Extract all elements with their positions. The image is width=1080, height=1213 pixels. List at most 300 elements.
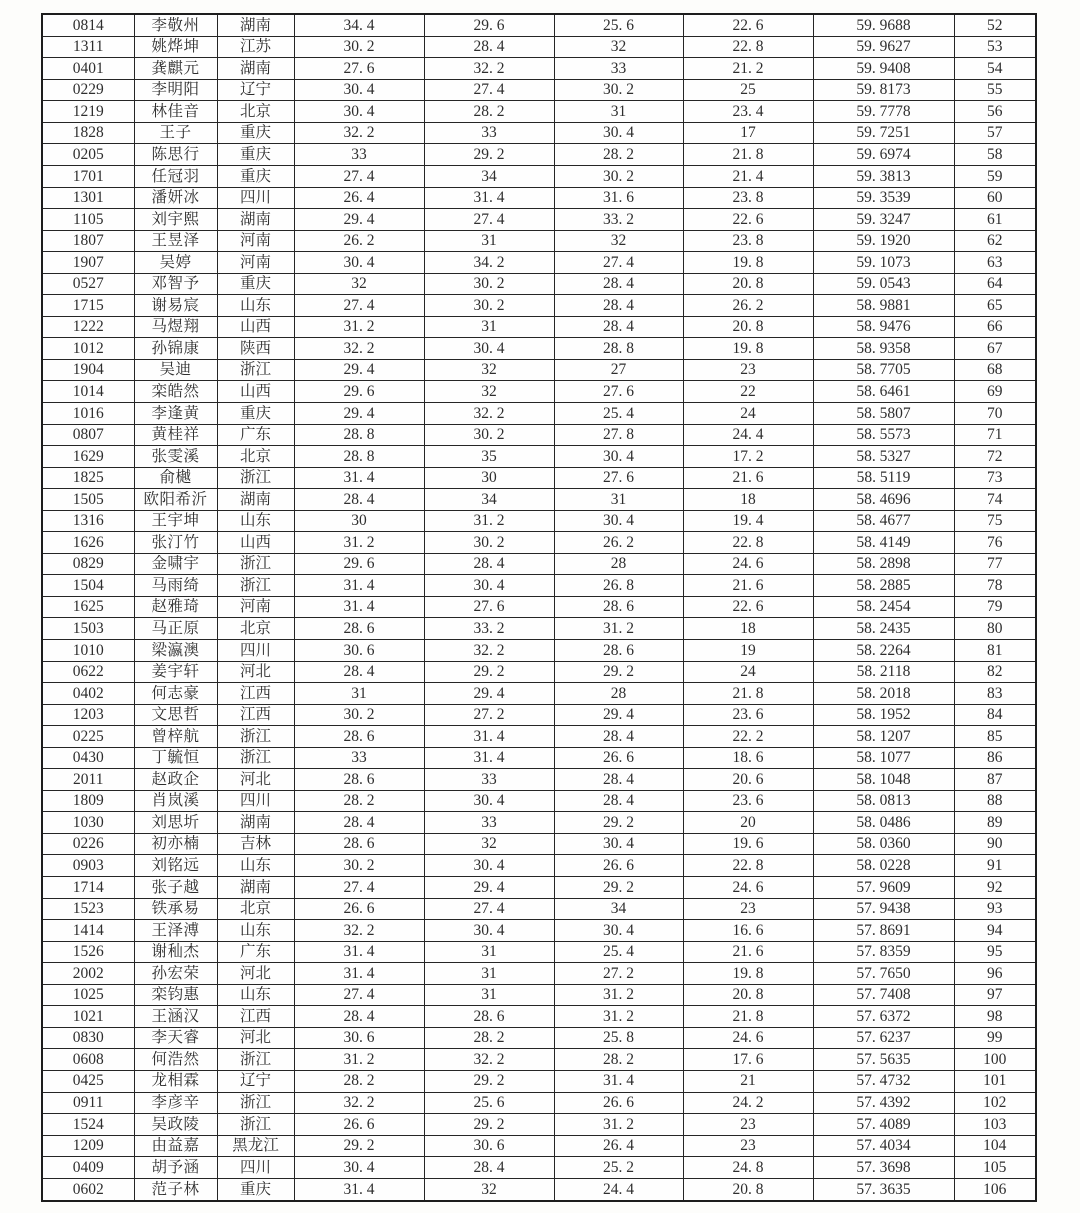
entry-id-cell: 1904 [42, 359, 134, 381]
score-2-cell: 28. 2 [424, 1027, 554, 1049]
entry-id-cell: 1030 [42, 812, 134, 834]
total-score-cell: 58. 4677 [813, 510, 954, 532]
total-score-cell: 59. 9627 [813, 36, 954, 58]
total-score-cell: 58. 2018 [813, 683, 954, 705]
province-cell: 湖南 [217, 14, 294, 36]
name-cell: 马雨绮 [134, 575, 217, 597]
table-row [42, 101, 1036, 123]
province-cell: 山西 [217, 316, 294, 338]
score-2-cell: 30. 2 [424, 273, 554, 295]
rank-cell: 103 [954, 1114, 1036, 1136]
score-3-cell: 32 [554, 230, 683, 252]
rank-cell: 92 [954, 877, 1036, 899]
table-row [42, 532, 1036, 554]
rank-cell: 58 [954, 144, 1036, 166]
score-1-cell: 31 [294, 683, 424, 705]
score-1-cell: 31. 4 [294, 596, 424, 618]
score-3-cell: 28. 4 [554, 769, 683, 791]
score-3-cell: 30. 2 [554, 79, 683, 101]
table-row [42, 79, 1036, 101]
score-3-cell: 30. 4 [554, 920, 683, 942]
rank-cell: 54 [954, 58, 1036, 80]
entry-id-cell: 1907 [42, 252, 134, 274]
score-3-cell: 26. 4 [554, 1135, 683, 1157]
name-cell: 刘铭远 [134, 855, 217, 877]
score-2-cell: 33 [424, 812, 554, 834]
name-cell: 任冠羽 [134, 165, 217, 187]
name-cell: 铁承易 [134, 898, 217, 920]
province-cell: 重庆 [217, 1178, 294, 1201]
score-2-cell: 29. 2 [424, 661, 554, 683]
score-2-cell: 29. 2 [424, 1114, 554, 1136]
score-4-cell: 21. 6 [683, 467, 813, 489]
score-1-cell: 34. 4 [294, 14, 424, 36]
score-1-cell: 28. 6 [294, 833, 424, 855]
total-score-cell: 59. 6974 [813, 144, 954, 166]
score-2-cell: 35 [424, 446, 554, 468]
score-2-cell: 30. 6 [424, 1135, 554, 1157]
name-cell: 金啸宇 [134, 553, 217, 575]
score-4-cell: 23 [683, 898, 813, 920]
rank-cell: 106 [954, 1178, 1036, 1201]
score-4-cell: 24. 2 [683, 1092, 813, 1114]
score-1-cell: 26. 6 [294, 898, 424, 920]
total-score-cell: 59. 7251 [813, 122, 954, 144]
score-1-cell: 28. 6 [294, 726, 424, 748]
entry-id-cell: 1219 [42, 101, 134, 123]
score-3-cell: 24. 4 [554, 1178, 683, 1201]
score-4-cell: 24 [683, 403, 813, 425]
name-cell: 何志豪 [134, 683, 217, 705]
table-row [42, 683, 1036, 705]
entry-id-cell: 0430 [42, 747, 134, 769]
province-cell: 浙江 [217, 359, 294, 381]
score-3-cell: 28. 4 [554, 790, 683, 812]
score-3-cell: 28. 6 [554, 640, 683, 662]
score-3-cell: 31 [554, 101, 683, 123]
table-row [42, 165, 1036, 187]
score-1-cell: 28. 8 [294, 424, 424, 446]
total-score-cell: 57. 4732 [813, 1070, 954, 1092]
score-2-cell: 34 [424, 489, 554, 511]
score-2-cell: 33 [424, 122, 554, 144]
score-4-cell: 21. 6 [683, 941, 813, 963]
score-3-cell: 31. 2 [554, 1114, 683, 1136]
name-cell: 梁瀛澳 [134, 640, 217, 662]
rank-cell: 78 [954, 575, 1036, 597]
rank-cell: 98 [954, 1006, 1036, 1028]
province-cell: 湖南 [217, 877, 294, 899]
score-2-cell: 32 [424, 1178, 554, 1201]
score-3-cell: 28. 2 [554, 144, 683, 166]
score-4-cell: 24. 4 [683, 424, 813, 446]
table-row [42, 403, 1036, 425]
entry-id-cell: 1209 [42, 1135, 134, 1157]
score-2-cell: 30. 2 [424, 532, 554, 554]
entry-id-cell: 1014 [42, 381, 134, 403]
total-score-cell: 58. 0360 [813, 833, 954, 855]
name-cell: 刘宇熙 [134, 209, 217, 231]
score-2-cell: 32 [424, 381, 554, 403]
province-cell: 北京 [217, 446, 294, 468]
score-1-cell: 31. 4 [294, 575, 424, 597]
table-row [42, 1092, 1036, 1114]
score-4-cell: 21. 4 [683, 165, 813, 187]
province-cell: 重庆 [217, 144, 294, 166]
score-3-cell: 30. 4 [554, 833, 683, 855]
table-row [42, 144, 1036, 166]
rank-cell: 66 [954, 316, 1036, 338]
table-row [42, 381, 1036, 403]
score-2-cell: 27. 4 [424, 898, 554, 920]
name-cell: 孙宏荣 [134, 963, 217, 985]
entry-id-cell: 1715 [42, 295, 134, 317]
score-4-cell: 18 [683, 618, 813, 640]
name-cell: 胡予涵 [134, 1157, 217, 1179]
rank-cell: 105 [954, 1157, 1036, 1179]
name-cell: 张子越 [134, 877, 217, 899]
score-1-cell: 32 [294, 273, 424, 295]
province-cell: 湖南 [217, 812, 294, 834]
score-4-cell: 17. 2 [683, 446, 813, 468]
rank-cell: 101 [954, 1070, 1036, 1092]
score-4-cell: 18. 6 [683, 747, 813, 769]
score-4-cell: 21. 6 [683, 575, 813, 597]
name-cell: 丁毓恒 [134, 747, 217, 769]
total-score-cell: 59. 3813 [813, 165, 954, 187]
results-table [41, 13, 1037, 1202]
score-4-cell: 21. 2 [683, 58, 813, 80]
rank-cell: 75 [954, 510, 1036, 532]
score-1-cell: 30. 6 [294, 640, 424, 662]
score-1-cell: 27. 4 [294, 295, 424, 317]
score-4-cell: 23. 8 [683, 187, 813, 209]
rank-cell: 88 [954, 790, 1036, 812]
table-row [42, 640, 1036, 662]
table-row [42, 467, 1036, 489]
score-2-cell: 28. 4 [424, 36, 554, 58]
name-cell: 潘妍冰 [134, 187, 217, 209]
name-cell: 王昱泽 [134, 230, 217, 252]
table-row [42, 252, 1036, 274]
entry-id-cell: 1021 [42, 1006, 134, 1028]
rank-cell: 53 [954, 36, 1036, 58]
province-cell: 四川 [217, 1157, 294, 1179]
score-4-cell: 22 [683, 381, 813, 403]
total-score-cell: 58. 0813 [813, 790, 954, 812]
name-cell: 李明阳 [134, 79, 217, 101]
table-row [42, 941, 1036, 963]
rank-cell: 85 [954, 726, 1036, 748]
table-row [42, 209, 1036, 231]
score-4-cell: 16. 6 [683, 920, 813, 942]
score-1-cell: 30. 2 [294, 36, 424, 58]
entry-id-cell: 0602 [42, 1178, 134, 1201]
score-2-cell: 27. 4 [424, 79, 554, 101]
name-cell: 王泽溥 [134, 920, 217, 942]
name-cell: 刘思圻 [134, 812, 217, 834]
table-row [42, 984, 1036, 1006]
table-row [42, 812, 1036, 834]
score-2-cell: 33 [424, 769, 554, 791]
entry-id-cell: 0425 [42, 1070, 134, 1092]
province-cell: 山东 [217, 855, 294, 877]
score-1-cell: 31. 2 [294, 1049, 424, 1071]
name-cell: 欧阳希沂 [134, 489, 217, 511]
name-cell: 张汀竹 [134, 532, 217, 554]
rank-cell: 82 [954, 661, 1036, 683]
score-1-cell: 27. 4 [294, 165, 424, 187]
score-2-cell: 31 [424, 230, 554, 252]
score-2-cell: 25. 6 [424, 1092, 554, 1114]
score-2-cell: 31 [424, 316, 554, 338]
score-1-cell: 29. 6 [294, 553, 424, 575]
entry-id-cell: 0829 [42, 553, 134, 575]
score-4-cell: 17 [683, 122, 813, 144]
score-1-cell: 30 [294, 510, 424, 532]
table-row [42, 510, 1036, 532]
entry-id-cell: 1701 [42, 165, 134, 187]
entry-id-cell: 1311 [42, 36, 134, 58]
score-4-cell: 23. 4 [683, 101, 813, 123]
table-row [42, 833, 1036, 855]
entry-id-cell: 1105 [42, 209, 134, 231]
score-4-cell: 23 [683, 1114, 813, 1136]
score-4-cell: 23. 6 [683, 704, 813, 726]
province-cell: 江苏 [217, 36, 294, 58]
score-3-cell: 33 [554, 58, 683, 80]
entry-id-cell: 1025 [42, 984, 134, 1006]
score-4-cell: 24 [683, 661, 813, 683]
score-4-cell: 24. 6 [683, 553, 813, 575]
total-score-cell: 59. 0543 [813, 273, 954, 295]
score-1-cell: 30. 6 [294, 1027, 424, 1049]
total-score-cell: 57. 4392 [813, 1092, 954, 1114]
rank-cell: 70 [954, 403, 1036, 425]
total-score-cell: 58. 4149 [813, 532, 954, 554]
total-score-cell: 58. 1207 [813, 726, 954, 748]
province-cell: 浙江 [217, 553, 294, 575]
score-4-cell: 26. 2 [683, 295, 813, 317]
score-4-cell: 22. 8 [683, 36, 813, 58]
total-score-cell: 57. 4034 [813, 1135, 954, 1157]
total-score-cell: 58. 5807 [813, 403, 954, 425]
rank-cell: 104 [954, 1135, 1036, 1157]
score-3-cell: 33. 2 [554, 209, 683, 231]
province-cell: 北京 [217, 898, 294, 920]
table-row [42, 1178, 1036, 1201]
score-3-cell: 25. 6 [554, 14, 683, 36]
name-cell: 李逢黄 [134, 403, 217, 425]
table-row [42, 359, 1036, 381]
rank-cell: 87 [954, 769, 1036, 791]
score-3-cell: 31. 2 [554, 618, 683, 640]
entry-id-cell: 0225 [42, 726, 134, 748]
score-2-cell: 32. 2 [424, 640, 554, 662]
score-3-cell: 26. 6 [554, 747, 683, 769]
score-4-cell: 25 [683, 79, 813, 101]
score-1-cell: 28. 4 [294, 812, 424, 834]
score-3-cell: 30. 2 [554, 165, 683, 187]
total-score-cell: 58. 2435 [813, 618, 954, 640]
province-cell: 山西 [217, 532, 294, 554]
table-row [42, 122, 1036, 144]
score-4-cell: 21. 8 [683, 1006, 813, 1028]
score-2-cell: 31 [424, 963, 554, 985]
score-2-cell: 27. 4 [424, 209, 554, 231]
rank-cell: 74 [954, 489, 1036, 511]
table-row [42, 1027, 1036, 1049]
score-4-cell: 20. 8 [683, 1178, 813, 1201]
score-1-cell: 31. 4 [294, 941, 424, 963]
rank-cell: 79 [954, 596, 1036, 618]
table-row [42, 855, 1036, 877]
score-3-cell: 26. 6 [554, 855, 683, 877]
entry-id-cell: 1524 [42, 1114, 134, 1136]
score-3-cell: 28. 2 [554, 1049, 683, 1071]
province-cell: 浙江 [217, 467, 294, 489]
entry-id-cell: 1526 [42, 941, 134, 963]
score-3-cell: 28 [554, 553, 683, 575]
total-score-cell: 58. 2454 [813, 596, 954, 618]
table-row [42, 273, 1036, 295]
entry-id-cell: 1222 [42, 316, 134, 338]
table-row [42, 575, 1036, 597]
province-cell: 辽宁 [217, 79, 294, 101]
entry-id-cell: 1828 [42, 122, 134, 144]
score-3-cell: 27. 6 [554, 467, 683, 489]
province-cell: 重庆 [217, 273, 294, 295]
province-cell: 河北 [217, 963, 294, 985]
score-1-cell: 31. 2 [294, 532, 424, 554]
province-cell: 湖南 [217, 58, 294, 80]
entry-id-cell: 1714 [42, 877, 134, 899]
total-score-cell: 57. 8359 [813, 941, 954, 963]
name-cell: 林佳音 [134, 101, 217, 123]
rank-cell: 96 [954, 963, 1036, 985]
province-cell: 四川 [217, 640, 294, 662]
total-score-cell: 59. 3247 [813, 209, 954, 231]
score-2-cell: 29. 2 [424, 144, 554, 166]
score-3-cell: 26. 6 [554, 1092, 683, 1114]
score-4-cell: 20. 8 [683, 273, 813, 295]
province-cell: 湖南 [217, 209, 294, 231]
score-3-cell: 31. 6 [554, 187, 683, 209]
province-cell: 河北 [217, 1027, 294, 1049]
score-2-cell: 30. 4 [424, 338, 554, 360]
entry-id-cell: 1016 [42, 403, 134, 425]
entry-id-cell: 0402 [42, 683, 134, 705]
rank-cell: 52 [954, 14, 1036, 36]
score-1-cell: 32. 2 [294, 920, 424, 942]
score-1-cell: 33 [294, 144, 424, 166]
score-4-cell: 21. 8 [683, 144, 813, 166]
total-score-cell: 58. 0228 [813, 855, 954, 877]
table-row [42, 769, 1036, 791]
name-cell: 姜宇轩 [134, 661, 217, 683]
table-row [42, 316, 1036, 338]
entry-id-cell: 2002 [42, 963, 134, 985]
rank-cell: 72 [954, 446, 1036, 468]
score-2-cell: 31. 4 [424, 726, 554, 748]
table-row [42, 661, 1036, 683]
total-score-cell: 57. 4089 [813, 1114, 954, 1136]
score-3-cell: 27. 2 [554, 963, 683, 985]
entry-id-cell: 1626 [42, 532, 134, 554]
score-2-cell: 34. 2 [424, 252, 554, 274]
table-row [42, 36, 1036, 58]
rank-cell: 99 [954, 1027, 1036, 1049]
table-row [42, 596, 1036, 618]
province-cell: 广东 [217, 424, 294, 446]
province-cell: 浙江 [217, 1049, 294, 1071]
table-row [42, 963, 1036, 985]
score-4-cell: 23. 8 [683, 230, 813, 252]
total-score-cell: 57. 3635 [813, 1178, 954, 1201]
entry-id-cell: 1414 [42, 920, 134, 942]
rank-cell: 97 [954, 984, 1036, 1006]
rank-cell: 67 [954, 338, 1036, 360]
score-2-cell: 30. 2 [424, 424, 554, 446]
score-3-cell: 25. 8 [554, 1027, 683, 1049]
province-cell: 浙江 [217, 1114, 294, 1136]
score-3-cell: 31. 2 [554, 984, 683, 1006]
score-2-cell: 31. 4 [424, 187, 554, 209]
score-2-cell: 32. 2 [424, 58, 554, 80]
score-3-cell: 25. 4 [554, 941, 683, 963]
entry-id-cell: 1504 [42, 575, 134, 597]
score-2-cell: 27. 2 [424, 704, 554, 726]
province-cell: 吉林 [217, 833, 294, 855]
score-2-cell: 30. 4 [424, 920, 554, 942]
score-4-cell: 24. 6 [683, 877, 813, 899]
rank-cell: 84 [954, 704, 1036, 726]
table-row [42, 14, 1036, 36]
province-cell: 四川 [217, 187, 294, 209]
entry-id-cell: 1809 [42, 790, 134, 812]
score-4-cell: 19. 6 [683, 833, 813, 855]
total-score-cell: 59. 8173 [813, 79, 954, 101]
score-2-cell: 29. 4 [424, 877, 554, 899]
name-cell: 吴婷 [134, 252, 217, 274]
score-1-cell: 30. 2 [294, 855, 424, 877]
table-row [42, 1070, 1036, 1092]
score-1-cell: 31. 4 [294, 1178, 424, 1201]
score-1-cell: 28. 2 [294, 1070, 424, 1092]
name-cell: 马正原 [134, 618, 217, 640]
score-1-cell: 30. 2 [294, 704, 424, 726]
score-3-cell: 31 [554, 489, 683, 511]
total-score-cell: 58. 4696 [813, 489, 954, 511]
total-score-cell: 58. 2898 [813, 553, 954, 575]
score-1-cell: 27. 4 [294, 877, 424, 899]
total-score-cell: 58. 2264 [813, 640, 954, 662]
score-3-cell: 27. 6 [554, 381, 683, 403]
score-2-cell: 30. 4 [424, 855, 554, 877]
entry-id-cell: 1505 [42, 489, 134, 511]
entry-id-cell: 0226 [42, 833, 134, 855]
entry-id-cell: 1301 [42, 187, 134, 209]
total-score-cell: 59. 9688 [813, 14, 954, 36]
total-score-cell: 59. 7778 [813, 101, 954, 123]
table-row [42, 790, 1036, 812]
table-row [42, 898, 1036, 920]
score-3-cell: 28. 4 [554, 316, 683, 338]
score-1-cell: 29. 4 [294, 403, 424, 425]
total-score-cell: 57. 5635 [813, 1049, 954, 1071]
total-score-cell: 58. 9476 [813, 316, 954, 338]
rank-cell: 93 [954, 898, 1036, 920]
